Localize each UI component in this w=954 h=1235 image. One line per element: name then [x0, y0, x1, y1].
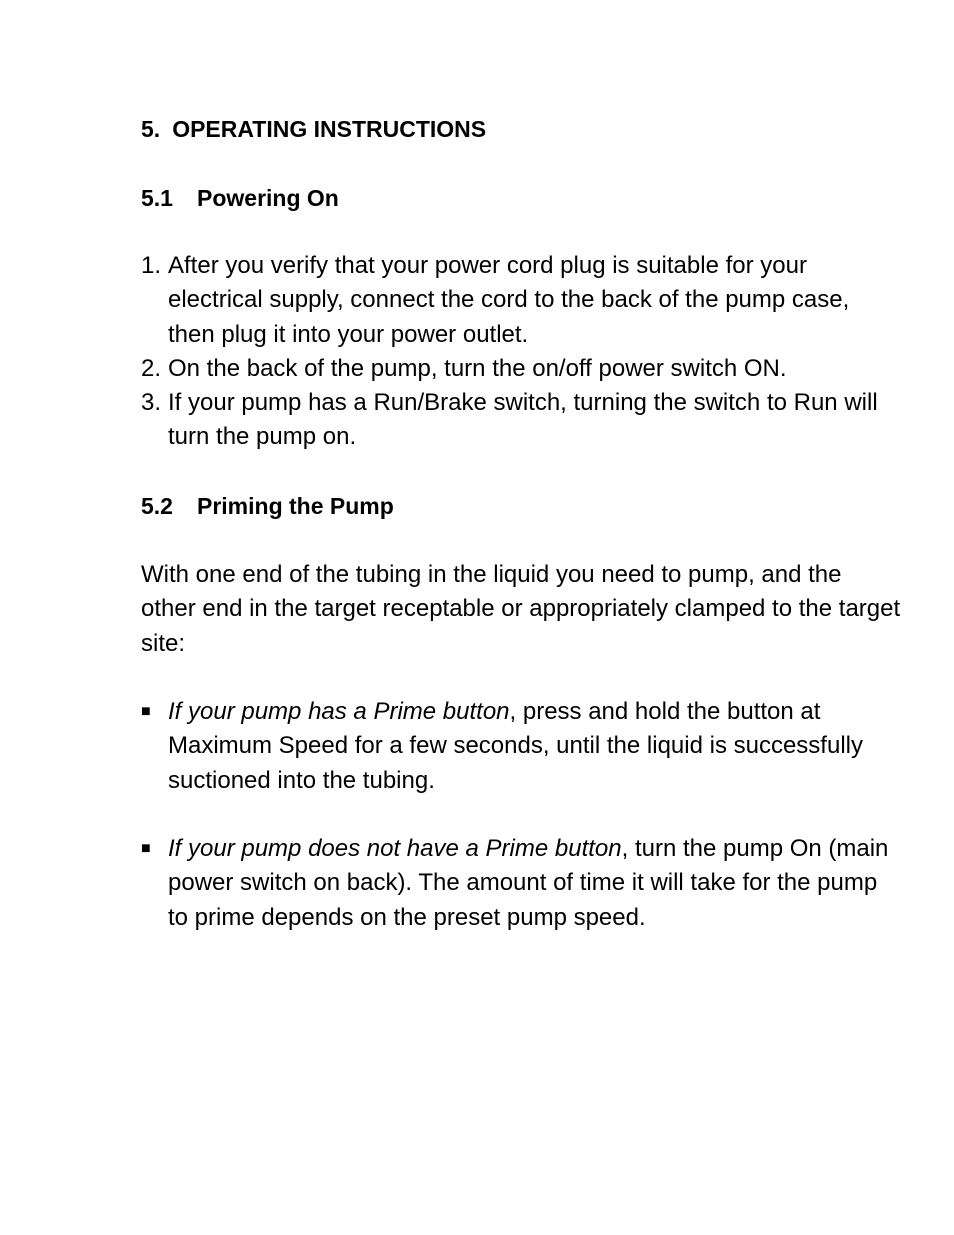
section-number: 5.: [141, 116, 161, 142]
subsection-number: 5.2: [141, 493, 173, 519]
bullet-item: [141, 695, 901, 798]
bullet-body: , turn the pump On (main power switch on back). The amount of time it will take for the pump to prime depends on the preset pump speed.: [168, 835, 889, 931]
subsection-number: 5.1: [141, 185, 173, 211]
subsection-heading-powering-on: [141, 181, 339, 215]
step-number: 1.: [141, 252, 162, 279]
subsection-title: Powering On: [197, 185, 339, 211]
step-number: 3.: [141, 389, 162, 416]
section-title: OPERATING INSTRUCTIONS: [172, 116, 487, 142]
bullet-lead: If your pump has a Prime button: [168, 698, 510, 725]
bullet-square-icon: ■: [141, 840, 151, 857]
section-heading: [141, 112, 486, 146]
step-text: After you verify that your power cord plug is suitable for your electrical supply, connect the cord to the back of the pump case, then plug it into your power outlet.: [168, 252, 850, 348]
numbered-step: [141, 386, 901, 455]
bullet-lead: If your pump does not have a Prime button: [168, 835, 622, 862]
bullet-body: , press and hold the button at Maximum Speed for a few seconds, until the liquid is successfully suctioned into the tubing.: [168, 698, 863, 794]
step-text: On the back of the pump, turn the on/off power switch ON.: [168, 355, 787, 382]
bullet-item: [141, 832, 901, 935]
numbered-step: [141, 249, 901, 352]
priming-intro: With one end of the tubing in the liquid you need to pump, and the other end in the target receptable or appropriately clamped to the target site:: [141, 561, 901, 657]
step-number: 2.: [141, 355, 162, 382]
bullet-text: [168, 695, 901, 798]
subsection-title: Priming the Pump: [197, 493, 394, 519]
step-text: If your pump has a Run/Brake switch, turning the switch to Run will turn the pump on.: [168, 389, 878, 451]
bullet-text: [168, 832, 901, 935]
subsection-heading-priming: [141, 489, 394, 523]
numbered-step: [141, 352, 901, 386]
bullet-square-icon: ■: [141, 703, 151, 720]
